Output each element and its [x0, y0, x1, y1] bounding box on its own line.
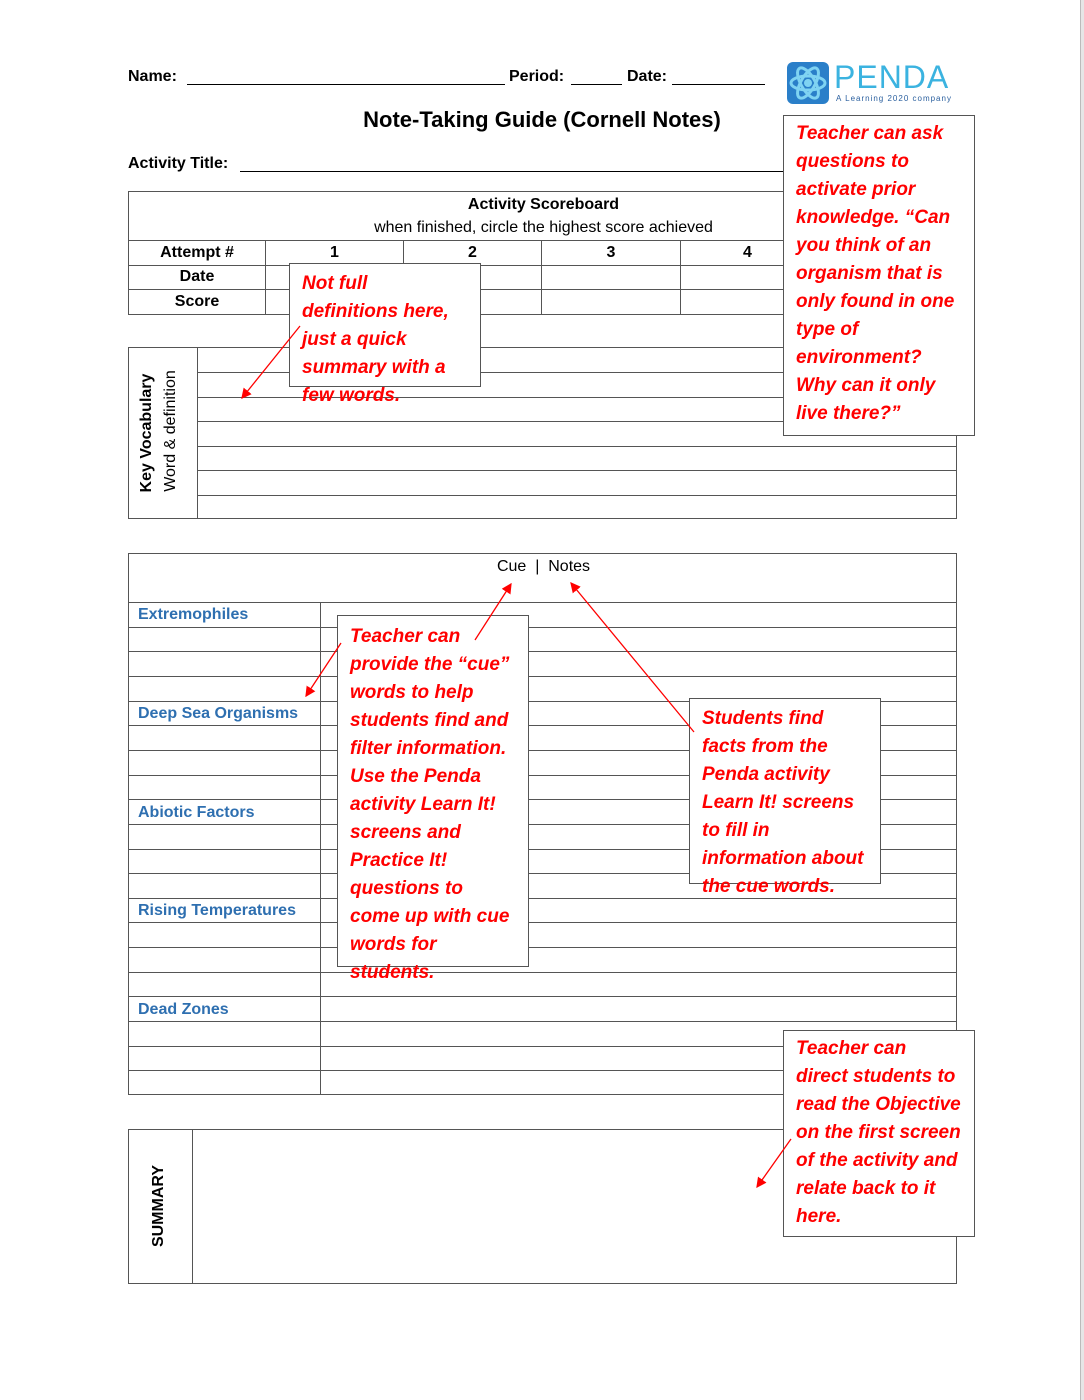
date-row-label: Date — [129, 265, 266, 290]
notes-row-line — [129, 972, 956, 973]
attempt-1: 1 — [266, 241, 404, 266]
attempt-3: 3 — [542, 241, 681, 266]
callout-definitions: Not full definitions here, just a quick summary with a few words. — [289, 263, 481, 387]
scoreboard-subtitle: when finished, circle the highest score achieved — [374, 219, 713, 236]
date-cell[interactable] — [542, 265, 681, 290]
activity-title-label: Activity Title: — [128, 155, 229, 172]
cue-word: Abiotic Factors — [138, 804, 255, 821]
cue-word: Deep Sea Organisms — [138, 705, 299, 722]
cue-word: Rising Temperatures — [138, 902, 296, 919]
cue-notes-header: Cue | Notes — [496, 558, 591, 575]
period-field[interactable] — [571, 84, 622, 85]
callout-facts: Students find facts from the Penda activity Learn It! screens to fill in information about the cue words. — [689, 698, 881, 884]
notes-row-line — [129, 947, 956, 948]
attempt-label: Attempt # — [129, 241, 266, 266]
logo-wordmark: PENDA — [834, 59, 950, 95]
page-title: Note-Taking Guide (Cornell Notes) — [363, 107, 721, 132]
date-field[interactable] — [672, 84, 765, 85]
activity-title-field[interactable] — [240, 171, 785, 172]
notes-row-line — [129, 1021, 956, 1022]
vocab-label: Key Vocabulary — [138, 373, 155, 493]
scoreboard-title: Activity Scoreboard — [467, 196, 620, 213]
callout-prior-knowledge: Teacher can ask questions to activate prior knowledge. “Can you think of an organism that is only found in one type of environment? Why can it only live there?” — [783, 115, 975, 436]
notes-row-line — [129, 676, 956, 677]
score-cell[interactable] — [542, 290, 681, 315]
attempt-4: 4 — [681, 241, 957, 266]
name-label: Name: — [128, 68, 177, 85]
callout-objective: Teacher can direct students to read the Objective on the first screen of the activity and relate back to it here. — [783, 1030, 975, 1237]
name-field[interactable] — [187, 84, 505, 85]
notes-row-line — [129, 627, 956, 628]
callout-cue-words: Teacher can provide the “cue” words to help students find and filter information. Use the Penda activity Learn It! screens and Practice It! questions to come up with cue words for students. — [337, 615, 529, 967]
notes-row-line — [129, 651, 956, 652]
cue-word: Dead Zones — [138, 1001, 229, 1018]
cue-word: Extremophiles — [138, 606, 249, 623]
summary-label: SUMMARY — [150, 1164, 167, 1248]
period-label: Period: — [509, 68, 565, 85]
notes-row-line — [129, 922, 956, 923]
attempt-2: 2 — [404, 241, 542, 266]
notes-row-line — [129, 996, 956, 997]
penda-logo — [786, 61, 958, 107]
atom-icon — [786, 61, 830, 105]
logo-tagline: A Learning 2020 company — [836, 94, 952, 103]
page-edge — [1080, 0, 1084, 1400]
vocab-sublabel: Word & definition — [162, 370, 179, 492]
date-label: Date: — [627, 68, 668, 85]
score-row-label: Score — [129, 290, 266, 315]
